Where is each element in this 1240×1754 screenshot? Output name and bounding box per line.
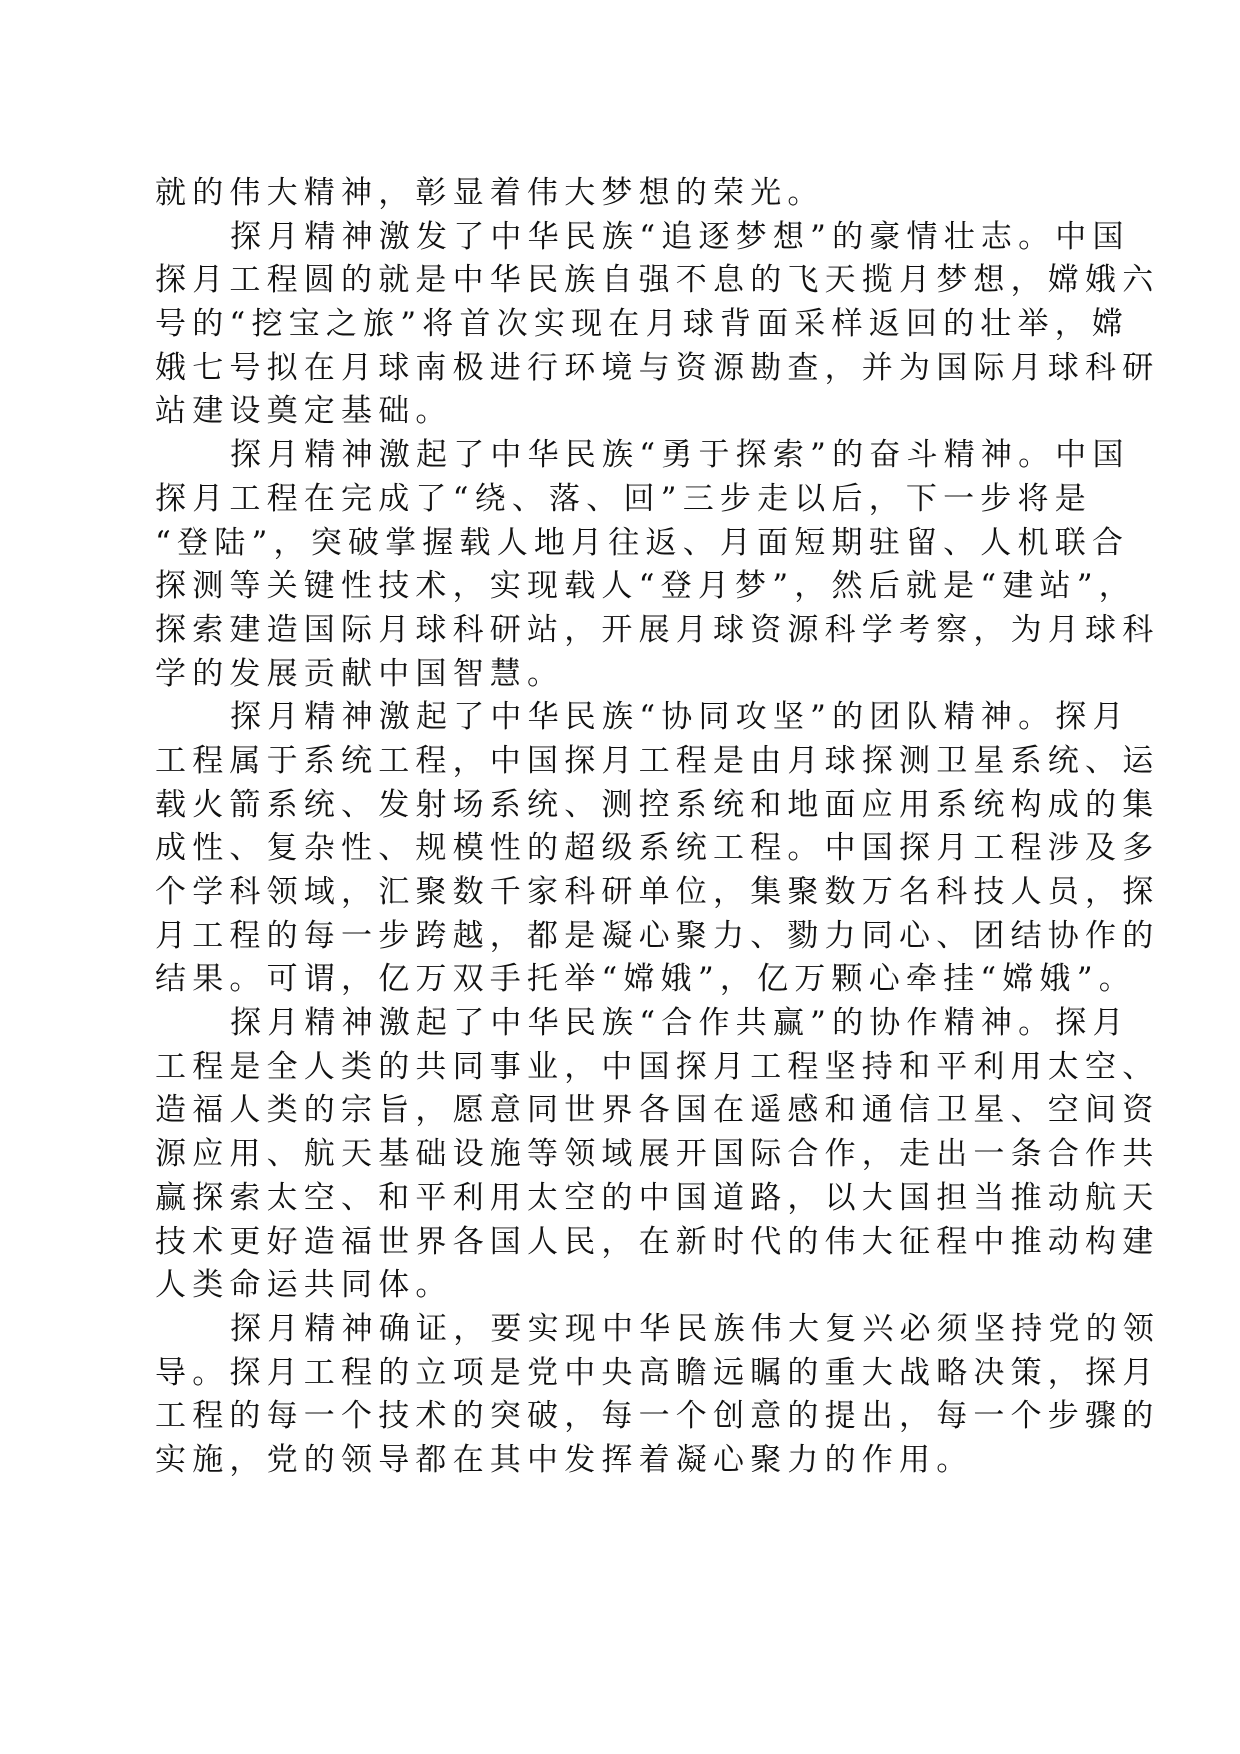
paragraph-first-line: 探月精神确证，要实现中华民族伟大复兴必须坚持党的领: [230, 1310, 1160, 1347]
text-line: 探测等关键性技术，实现载人“登月梦”，然后就是“建站”，: [155, 568, 1136, 605]
text-line: 探索建造国际月球科研站，开展月球资源科学考察，为月球科: [155, 611, 1160, 648]
paragraph-first-line: 探月精神激发了中华民族“追逐梦想”的豪情壮志。中国: [230, 218, 1130, 255]
text-line: 站建设奠定基础。: [155, 393, 453, 430]
text-line: 工程的每一个技术的突破，每一个创意的提出，每一个步骤的: [155, 1398, 1160, 1435]
paragraph-first-line: 探月精神激起了中华民族“协同攻坚”的团队精神。探月: [230, 699, 1130, 736]
text-line: 学的发展贡献中国智慧。: [155, 655, 565, 692]
text-line: 源应用、航天基础设施等领域展开国际合作，走出一条合作共: [155, 1136, 1160, 1173]
text-line: 造福人类的宗旨，愿意同世界各国在遥感和通信卫星、空间资: [155, 1092, 1160, 1129]
text-line: 实施，党的领导都在其中发挥着凝心聚力的作用。: [155, 1441, 974, 1478]
text-line: 个学科领域，汇聚数千家科研单位，集聚数万名科技人员，探: [155, 874, 1160, 910]
text-line: 成性、复杂性、规模性的超级系统工程。中国探月工程涉及多: [155, 830, 1160, 867]
text-line: 人类命运共同体。: [155, 1267, 453, 1304]
body-text: [155, 172, 1160, 1483]
text-line: 月工程的每一步跨越，都是凝心聚力、勠力同心、团结协作的: [155, 917, 1160, 954]
text-line: 导。探月工程的立项是党中央高瞻远瞩的重大战略决策，探月: [155, 1354, 1160, 1391]
text-line: 赢探索太空、和平利用太空的中国道路，以大国担当推动航天: [155, 1179, 1160, 1216]
text-line: 结果。可谓，亿万双手托举“嫦娥”，亿万颗心牵挂“嫦娥”。: [155, 961, 1136, 998]
paragraph-first-line: 探月精神激起了中华民族“勇于探索”的奋斗精神。中国: [230, 437, 1130, 474]
text-line: 探月工程在完成了“绕、落、回”三步走以后，下一步将是: [155, 480, 1092, 517]
paragraph-first-line: 探月精神激起了中华民族“合作共赢”的协作精神。探月: [230, 1005, 1130, 1042]
text-line: 号的“挖宝之旅”将首次实现在月球背面采样返回的壮举，嫦: [155, 306, 1130, 343]
text-line: 探月工程圆的就是中华民族自强不息的飞天揽月梦想，嫦娥六: [155, 262, 1160, 299]
text-line: “登陆”，突破掌握载人地月往返、月面短期驻留、人机联合: [155, 524, 1130, 561]
text-line: 工程属于系统工程，中国探月工程是由月球探测卫星系统、运: [155, 742, 1160, 779]
text-line: 工程是全人类的共同事业，中国探月工程坚持和平利用太空、: [155, 1048, 1160, 1085]
text-line: 娥七号拟在月球南极进行环境与资源勘查，并为国际月球科研: [155, 349, 1160, 386]
text-line: 技术更好造福世界各国人民，在新时代的伟大征程中推动构建: [155, 1223, 1160, 1260]
text-line: 就的伟大精神，彰显着伟大梦想的荣光。: [155, 175, 825, 211]
text-line: 载火箭系统、发射场系统、测控系统和地面应用系统构成的集: [155, 786, 1160, 823]
